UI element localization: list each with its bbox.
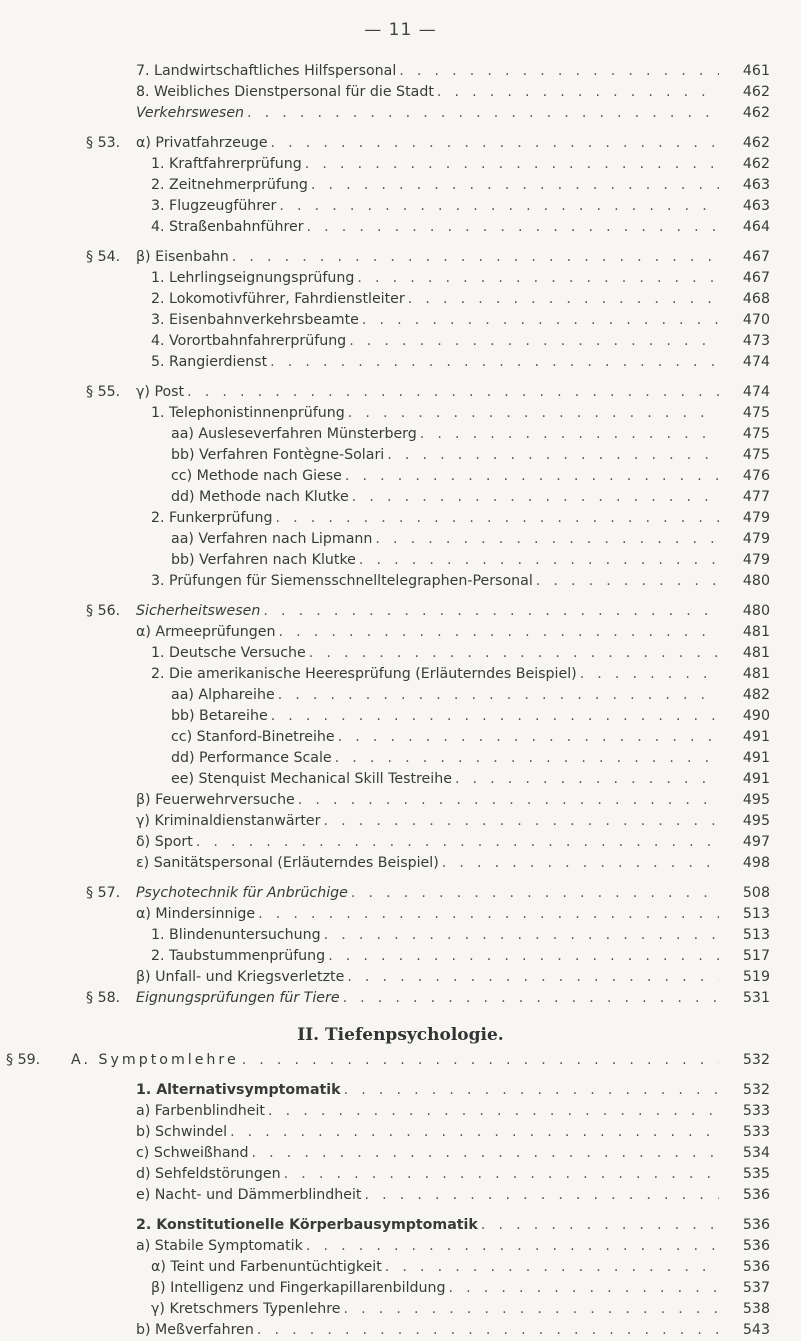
page-reference: 532 [742,1052,770,1068]
entry-title: 3. Prüfungen für Siemensschnelltelegraphen-Personal [151,573,533,589]
toc-entry-text [136,853,719,874]
toc-entry [0,571,801,592]
dot-leader [270,352,719,373]
entry-title: d) Sehfeldstörungen [136,1166,281,1182]
entry-title: 2. Lokomotivführer, Fahrdienstleiter [151,291,405,307]
toc-entry [0,445,801,466]
toc-entry-text [171,529,719,550]
toc-entry-text [136,811,719,832]
dot-leader [352,487,719,508]
entry-title: a) Stabile Symptomatik [136,1238,303,1254]
entry-title: 5. Rangierdienst [151,354,268,370]
toc-entry-text [171,466,719,487]
dot-leader [311,175,719,196]
page-reference: 531 [742,990,770,1006]
dot-leader [309,643,719,664]
section-number: § 57. [86,885,121,901]
toc-entry-text [151,946,719,967]
toc-entry [0,154,801,175]
page-reference: 479 [742,552,770,568]
toc-entry-text [171,550,719,571]
section-number: § 54. [86,249,121,265]
entry-title: Verkehrswesen [136,105,245,121]
toc-entry-text [171,769,719,790]
toc-entry-text [151,571,719,592]
toc-entry-text [136,247,719,268]
toc-entry-text [136,790,719,811]
entry-title: A. Symptomlehre [71,1052,239,1068]
dot-leader [279,196,719,217]
page-reference: 473 [742,333,770,349]
page-reference: 463 [742,198,770,214]
dot-leader [276,508,719,529]
entry-title: cc) Methode nach Giese [171,468,342,484]
entry-title: 4. Straßenbahnführer [151,219,304,235]
entry-title: bb) Verfahren nach Klutke [171,552,356,568]
entry-title: α) Mindersinnige [136,906,256,922]
entry-title: dd) Performance Scale [171,750,332,766]
page-reference: 480 [742,573,770,589]
toc-entry-text [151,154,719,175]
toc-entry-text [136,1143,719,1164]
toc-entry-text [136,1080,719,1101]
toc-entry [0,268,801,289]
toc-entry-text [136,1101,719,1122]
toc-entry-text [151,925,719,946]
toc-entry-text [151,268,719,289]
entry-title: 2. Taubstummenprüfung [151,948,326,964]
dot-leader [385,1257,719,1278]
dot-leader [268,1101,719,1122]
toc-entry-text [151,175,719,196]
page-reference: 475 [742,405,770,421]
dot-leader [343,988,719,1009]
entry-title: e) Nacht- und Dämmerblindheit [136,1187,362,1203]
toc-entry [0,1215,801,1236]
dot-leader [252,1143,719,1164]
page-reference: 532 [742,1082,770,1098]
toc-entry [0,967,801,988]
page-reference: 462 [742,156,770,172]
toc-entry-text [151,331,719,352]
dot-leader [271,706,719,727]
toc-entry-text [136,1164,719,1185]
dot-leader [324,925,719,946]
toc-entry [0,196,801,217]
page-reference: 535 [742,1166,770,1182]
dot-leader [359,550,719,571]
toc-section-applied [0,61,801,1009]
page-reference: 498 [742,855,770,871]
toc-entry-text [151,403,719,424]
entry-title: 2. Die amerikanische Heeresprüfung (Erläuterndes Beispiel) [151,666,577,682]
toc-entry [0,175,801,196]
toc-entry-text [136,988,719,1009]
page-reference: 461 [742,63,770,79]
toc-entry-text [136,601,719,622]
dot-leader [455,769,719,790]
dot-leader [247,103,719,124]
entry-title: bb) Verfahren Fontègne-Solari [171,447,385,463]
entry-title: 2. Funkerprüfung [151,510,273,526]
toc-section-depth-psychology [0,1050,801,1341]
toc-entry [0,424,801,445]
section-number: § 59. [6,1052,41,1068]
page-reference: 464 [742,219,770,235]
toc-entry-text [151,643,719,664]
dot-leader [349,331,719,352]
entry-title: α) Privatfahrzeuge [136,135,268,151]
entry-title: 1. Telephonistinnenprüfung [151,405,345,421]
page-reference: 536 [742,1217,770,1233]
page-reference: 474 [742,354,770,370]
dot-leader [357,268,719,289]
dot-leader [362,310,719,331]
toc-entry-text [136,61,719,82]
entry-title: aa) Verfahren nach Lipmann [171,531,373,547]
toc-entry [0,853,801,874]
dot-leader [387,445,719,466]
page-reference: 475 [742,426,770,442]
page-reference: 491 [742,771,770,787]
dot-leader [196,832,719,853]
toc-entry [0,1236,801,1257]
page-reference: 543 [742,1322,770,1338]
toc-entry-text [136,967,719,988]
toc-entry [0,1143,801,1164]
toc-entry-text [136,1320,719,1341]
entry-title: b) Schwindel [136,1124,228,1140]
toc-entry-text [136,622,719,643]
page-reference: 491 [742,750,770,766]
toc-entry-text [136,1236,719,1257]
page-reference: 468 [742,291,770,307]
dot-leader [232,247,719,268]
toc-entry [0,61,801,82]
dot-leader [278,685,719,706]
page-reference: 481 [742,645,770,661]
toc-entry [0,403,801,424]
toc-entry [0,1299,801,1320]
dot-leader [230,1122,719,1143]
page-reference: 490 [742,708,770,724]
page-reference: 470 [742,312,770,328]
toc-entry-text [151,310,719,331]
dot-leader [536,571,719,592]
toc-entry [0,103,801,124]
dot-leader [328,946,719,967]
page-reference: 481 [742,666,770,682]
dot-leader [263,601,719,622]
entry-title: cc) Stanford-Binetreihe [171,729,335,745]
toc-entry-text [136,1185,719,1206]
toc-entry [0,769,801,790]
dot-leader [437,82,719,103]
dot-leader [298,790,719,811]
toc-entry-text [136,82,719,103]
page-reference: 491 [742,729,770,745]
toc-entry [0,685,801,706]
toc-entry [0,1080,801,1101]
entry-title: β) Eisenbahn [136,249,229,265]
page-reference: 519 [742,969,770,985]
page-reference: 462 [742,105,770,121]
entry-title: 1. Alternativsymptomatik [136,1082,341,1098]
toc-entry [0,289,801,310]
section-number: § 53. [86,135,121,151]
toc-entry [0,664,801,685]
page-reference: 467 [742,249,770,265]
page-reference: 482 [742,687,770,703]
toc-entry [0,790,801,811]
entry-title: a) Farbenblindheit [136,1103,265,1119]
toc-entry [0,1122,801,1143]
toc-entry-text [151,508,719,529]
toc-entry [0,1185,801,1206]
page-reference: 536 [742,1259,770,1275]
dot-leader [338,727,719,748]
toc-entry [0,1050,801,1071]
page-reference: 475 [742,447,770,463]
toc-entry [0,352,801,373]
toc-entry [0,622,801,643]
section-number: § 55. [86,384,121,400]
dot-leader [348,403,719,424]
entry-title: 1. Blindenuntersuchung [151,927,321,943]
toc-entry-text [136,1122,719,1143]
toc-entry-text [136,103,719,124]
dot-leader [420,424,719,445]
page-reference: 479 [742,531,770,547]
dot-leader [442,853,719,874]
dot-leader [580,664,719,685]
entry-title: γ) Kriminaldienstanwärter [136,813,321,829]
page-reference: 481 [742,624,770,640]
dot-leader [347,967,719,988]
toc-entry [0,247,801,268]
section-number: § 56. [86,603,121,619]
entry-title: β) Feuerwehrversuche [136,792,295,808]
toc-entry [0,643,801,664]
dot-leader [284,1164,719,1185]
toc-entry-text [151,196,719,217]
entry-title: δ) Sport [136,834,193,850]
page-reference: 508 [742,885,770,901]
part-heading: II. Tiefenpsychologie. [297,1025,504,1045]
toc-entry-text [151,289,719,310]
toc-entry [0,1257,801,1278]
page-reference: 534 [742,1145,770,1161]
toc-entry [0,988,801,1009]
page-reference: 533 [742,1103,770,1119]
toc-entry [0,925,801,946]
page-number-header: — 11 — [364,20,437,40]
toc-entry [0,1164,801,1185]
toc-entry-text [136,883,719,904]
toc-entry-text [171,445,719,466]
entry-title: 7. Landwirtschaftliches Hilfspersonal [136,63,397,79]
dot-leader [271,133,719,154]
dot-leader [335,748,719,769]
toc-entry [0,811,801,832]
entry-title: ee) Stenquist Mechanical Skill Testreihe [171,771,452,787]
toc-entry [0,748,801,769]
dot-leader [323,811,719,832]
page-reference: 476 [742,468,770,484]
page-reference: 517 [742,948,770,964]
entry-title: 1. Kraftfahrerprüfung [151,156,302,172]
toc-entry [0,310,801,331]
toc-entry-text [171,487,719,508]
toc-entry-text [136,832,719,853]
toc-entry [0,832,801,853]
toc-entry-text [171,424,719,445]
page-reference: 536 [742,1238,770,1254]
entry-title: 3. Flugzeugführer [151,198,277,214]
section-number: § 58. [86,990,121,1006]
toc-entry [0,1278,801,1299]
page-reference: 467 [742,270,770,286]
toc-entry [0,508,801,529]
toc-entry-text [171,748,719,769]
entry-title: 2. Konstitutionelle Körperbausymptomatik [136,1217,478,1233]
entry-title: 1. Deutsche Versuche [151,645,306,661]
toc-entry [0,550,801,571]
entry-title: 8. Weibliches Dienstpersonal für die Stadt [136,84,434,100]
page-reference: 474 [742,384,770,400]
page-reference: 497 [742,834,770,850]
toc-entry-text [171,685,719,706]
dot-leader [344,1299,719,1320]
page-reference: 513 [742,927,770,943]
entry-title: bb) Betareihe [171,708,268,724]
toc-entry [0,883,801,904]
toc-entry [0,727,801,748]
entry-title: c) Schweißhand [136,1145,249,1161]
toc-entry [0,1101,801,1122]
entry-title: dd) Methode nach Klutke [171,489,349,505]
dot-leader [481,1215,719,1236]
toc-entry [0,82,801,103]
dot-leader [305,154,719,175]
toc-entry-text [151,217,719,238]
page-reference: 538 [742,1301,770,1317]
entry-title: b) Meßverfahren [136,1322,254,1338]
entry-title: 2. Zeitnehmerprüfung [151,177,308,193]
toc-entry-text [136,382,719,403]
page-reference: 513 [742,906,770,922]
dot-leader [279,622,720,643]
toc-entry [0,133,801,154]
dot-leader [365,1185,720,1206]
page-reference: 477 [742,489,770,505]
page-reference: 536 [742,1187,770,1203]
toc-entry [0,529,801,550]
dot-leader [187,382,719,403]
toc-entry-text [136,1215,719,1236]
toc-entry [0,601,801,622]
dot-leader [345,466,719,487]
toc-entry-text [71,1050,719,1071]
toc-entry-text [151,1299,719,1320]
dot-leader [399,61,719,82]
toc-entry-text [171,727,719,748]
toc-entry-text [151,352,719,373]
dot-leader [306,1236,719,1257]
page-reference: 495 [742,813,770,829]
page-reference: 495 [742,792,770,808]
toc-entry [0,487,801,508]
dot-leader [258,904,719,925]
dot-leader [375,529,719,550]
toc-entry [0,946,801,967]
dot-leader [351,883,719,904]
entry-title: Psychotechnik für Anbrüchige [136,885,348,901]
entry-title: 1. Lehrlingseignungsprüfung [151,270,355,286]
toc-entry-text [151,1278,719,1299]
dot-leader [408,289,719,310]
entry-title: aa) Ausleseverfahren Münsterberg [171,426,417,442]
toc-entry-text [136,904,719,925]
toc-entry [0,904,801,925]
entry-title: Sicherheitswesen [136,603,261,619]
toc-entry [0,331,801,352]
entry-title: α) Teint und Farbenuntüchtigkeit [151,1259,382,1275]
toc-entry-text [151,1257,719,1278]
toc-entry [0,1320,801,1341]
page-reference: 462 [742,84,770,100]
entry-title: β) Unfall- und Kriegsverletzte [136,969,345,985]
dot-leader [242,1050,719,1071]
page-reference: 537 [742,1280,770,1296]
toc-entry [0,466,801,487]
entry-title: Eignungsprüfungen für Tiere [136,990,340,1006]
toc-entry [0,706,801,727]
toc-entry-text [136,133,719,154]
table-of-contents [0,61,801,1341]
dot-leader [257,1320,719,1341]
toc-entry-text [151,664,719,685]
page-reference: 479 [742,510,770,526]
entry-title: γ) Post [136,384,185,400]
dot-leader [449,1278,719,1299]
dot-leader [344,1080,719,1101]
page-reference: 463 [742,177,770,193]
entry-title: ε) Sanitätspersonal (Erläuterndes Beispiel) [136,855,439,871]
page-reference: 533 [742,1124,770,1140]
entry-title: aa) Alphareihe [171,687,275,703]
dot-leader [307,217,719,238]
toc-entry [0,217,801,238]
entry-title: β) Intelligenz und Fingerkapillarenbildung [151,1280,446,1296]
entry-title: 4. Vorortbahnfahrerprüfung [151,333,347,349]
page-reference: 480 [742,603,770,619]
entry-title: γ) Kretschmers Typenlehre [151,1301,341,1317]
toc-entry [0,382,801,403]
entry-title: 3. Eisenbahnverkehrsbeamte [151,312,359,328]
toc-entry-text [171,706,719,727]
entry-title: α) Armeeprüfungen [136,624,276,640]
page-reference: 462 [742,135,770,151]
